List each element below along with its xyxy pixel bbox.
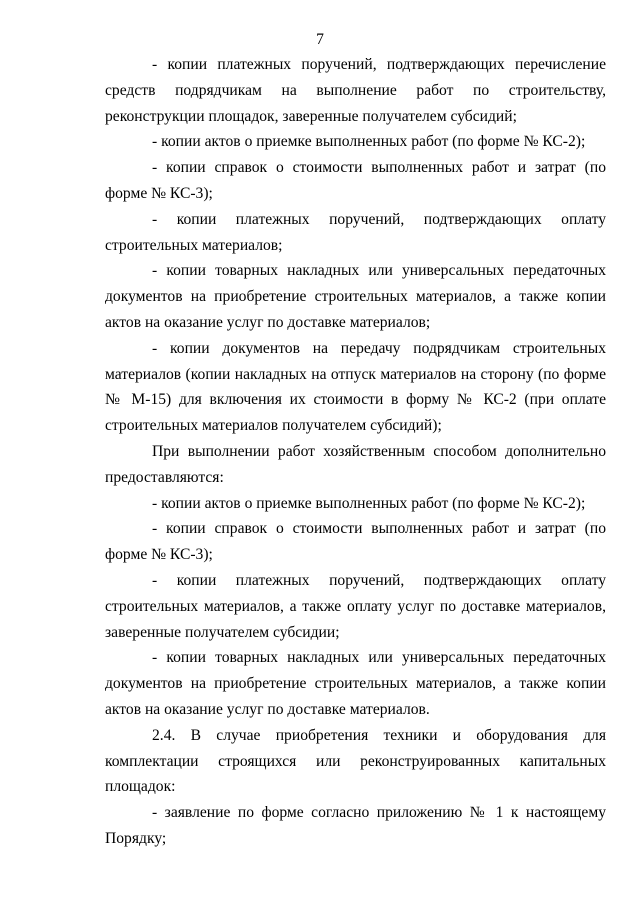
paragraph-acts-ks2-own: - копии актов о приемке выполненных работ (по форме № КС-2); — [152, 494, 586, 512]
paragraph-application-form: - заявление по форме согласно приложению № 1 к настоящему Порядку; — [105, 804, 606, 847]
paragraph-waybills-materials: - копии товарных накладных или универсальных передаточных документов на приобретение строительных материалов, а также копии актов на оказание услуг по доставке материалов; — [105, 262, 606, 331]
paragraph-payment-orders-materials: - копии платежных поручений, подтверждающих оплату строительных материалов; — [105, 210, 606, 254]
paragraph-certificates-ks3: - копии справок о стоимости выполненных работ и затрат (по форме № КС-3); — [105, 159, 606, 202]
paragraph-own-method-intro: При выполнении работ хозяйственным способом дополнительно предоставляются: — [105, 442, 606, 486]
paragraph-payment-orders-contractors: - копии платежных поручений, подтверждающих перечисление средств подрядчикам на выполнение работ по строительству, реконструкции площадок, заверенные получателем субсидий; — [105, 56, 606, 125]
paragraph-acts-ks2: - копии актов о приемке выполненных работ (по форме № КС-2); — [152, 133, 586, 151]
paragraph-payment-orders-own: - копии платежных поручений, подтверждающих оплату строительных материалов, а также оплату услуг по доставке материалов, заверенные получателем субсидии; — [105, 571, 606, 641]
paragraph-waybills-own: - копии товарных накладных или универсальных передаточных документов на приобретение строительных материалов, а также копии актов на оказание услуг по доставке материалов. — [105, 649, 606, 718]
paragraph-section-2-4: 2.4. В случае приобретения техники и оборудования для комплектации строящихся или реконструированных капитальных площадок: — [105, 726, 606, 796]
paragraph-certificates-ks3-own: - копии справок о стоимости выполненных работ и затрат (по форме № КС-3); — [105, 520, 606, 564]
page-number: 7 — [316, 31, 324, 48]
paragraph-transfer-documents: - копии документов на передачу подрядчикам строительных материалов (копии накладных на отпуск материалов на сторону (по форме № М-15) для включения их стоимости в форму № КС-2 (при оплате строительных материалов получателем субсидий); — [105, 339, 606, 435]
document-body — [105, 52, 606, 852]
